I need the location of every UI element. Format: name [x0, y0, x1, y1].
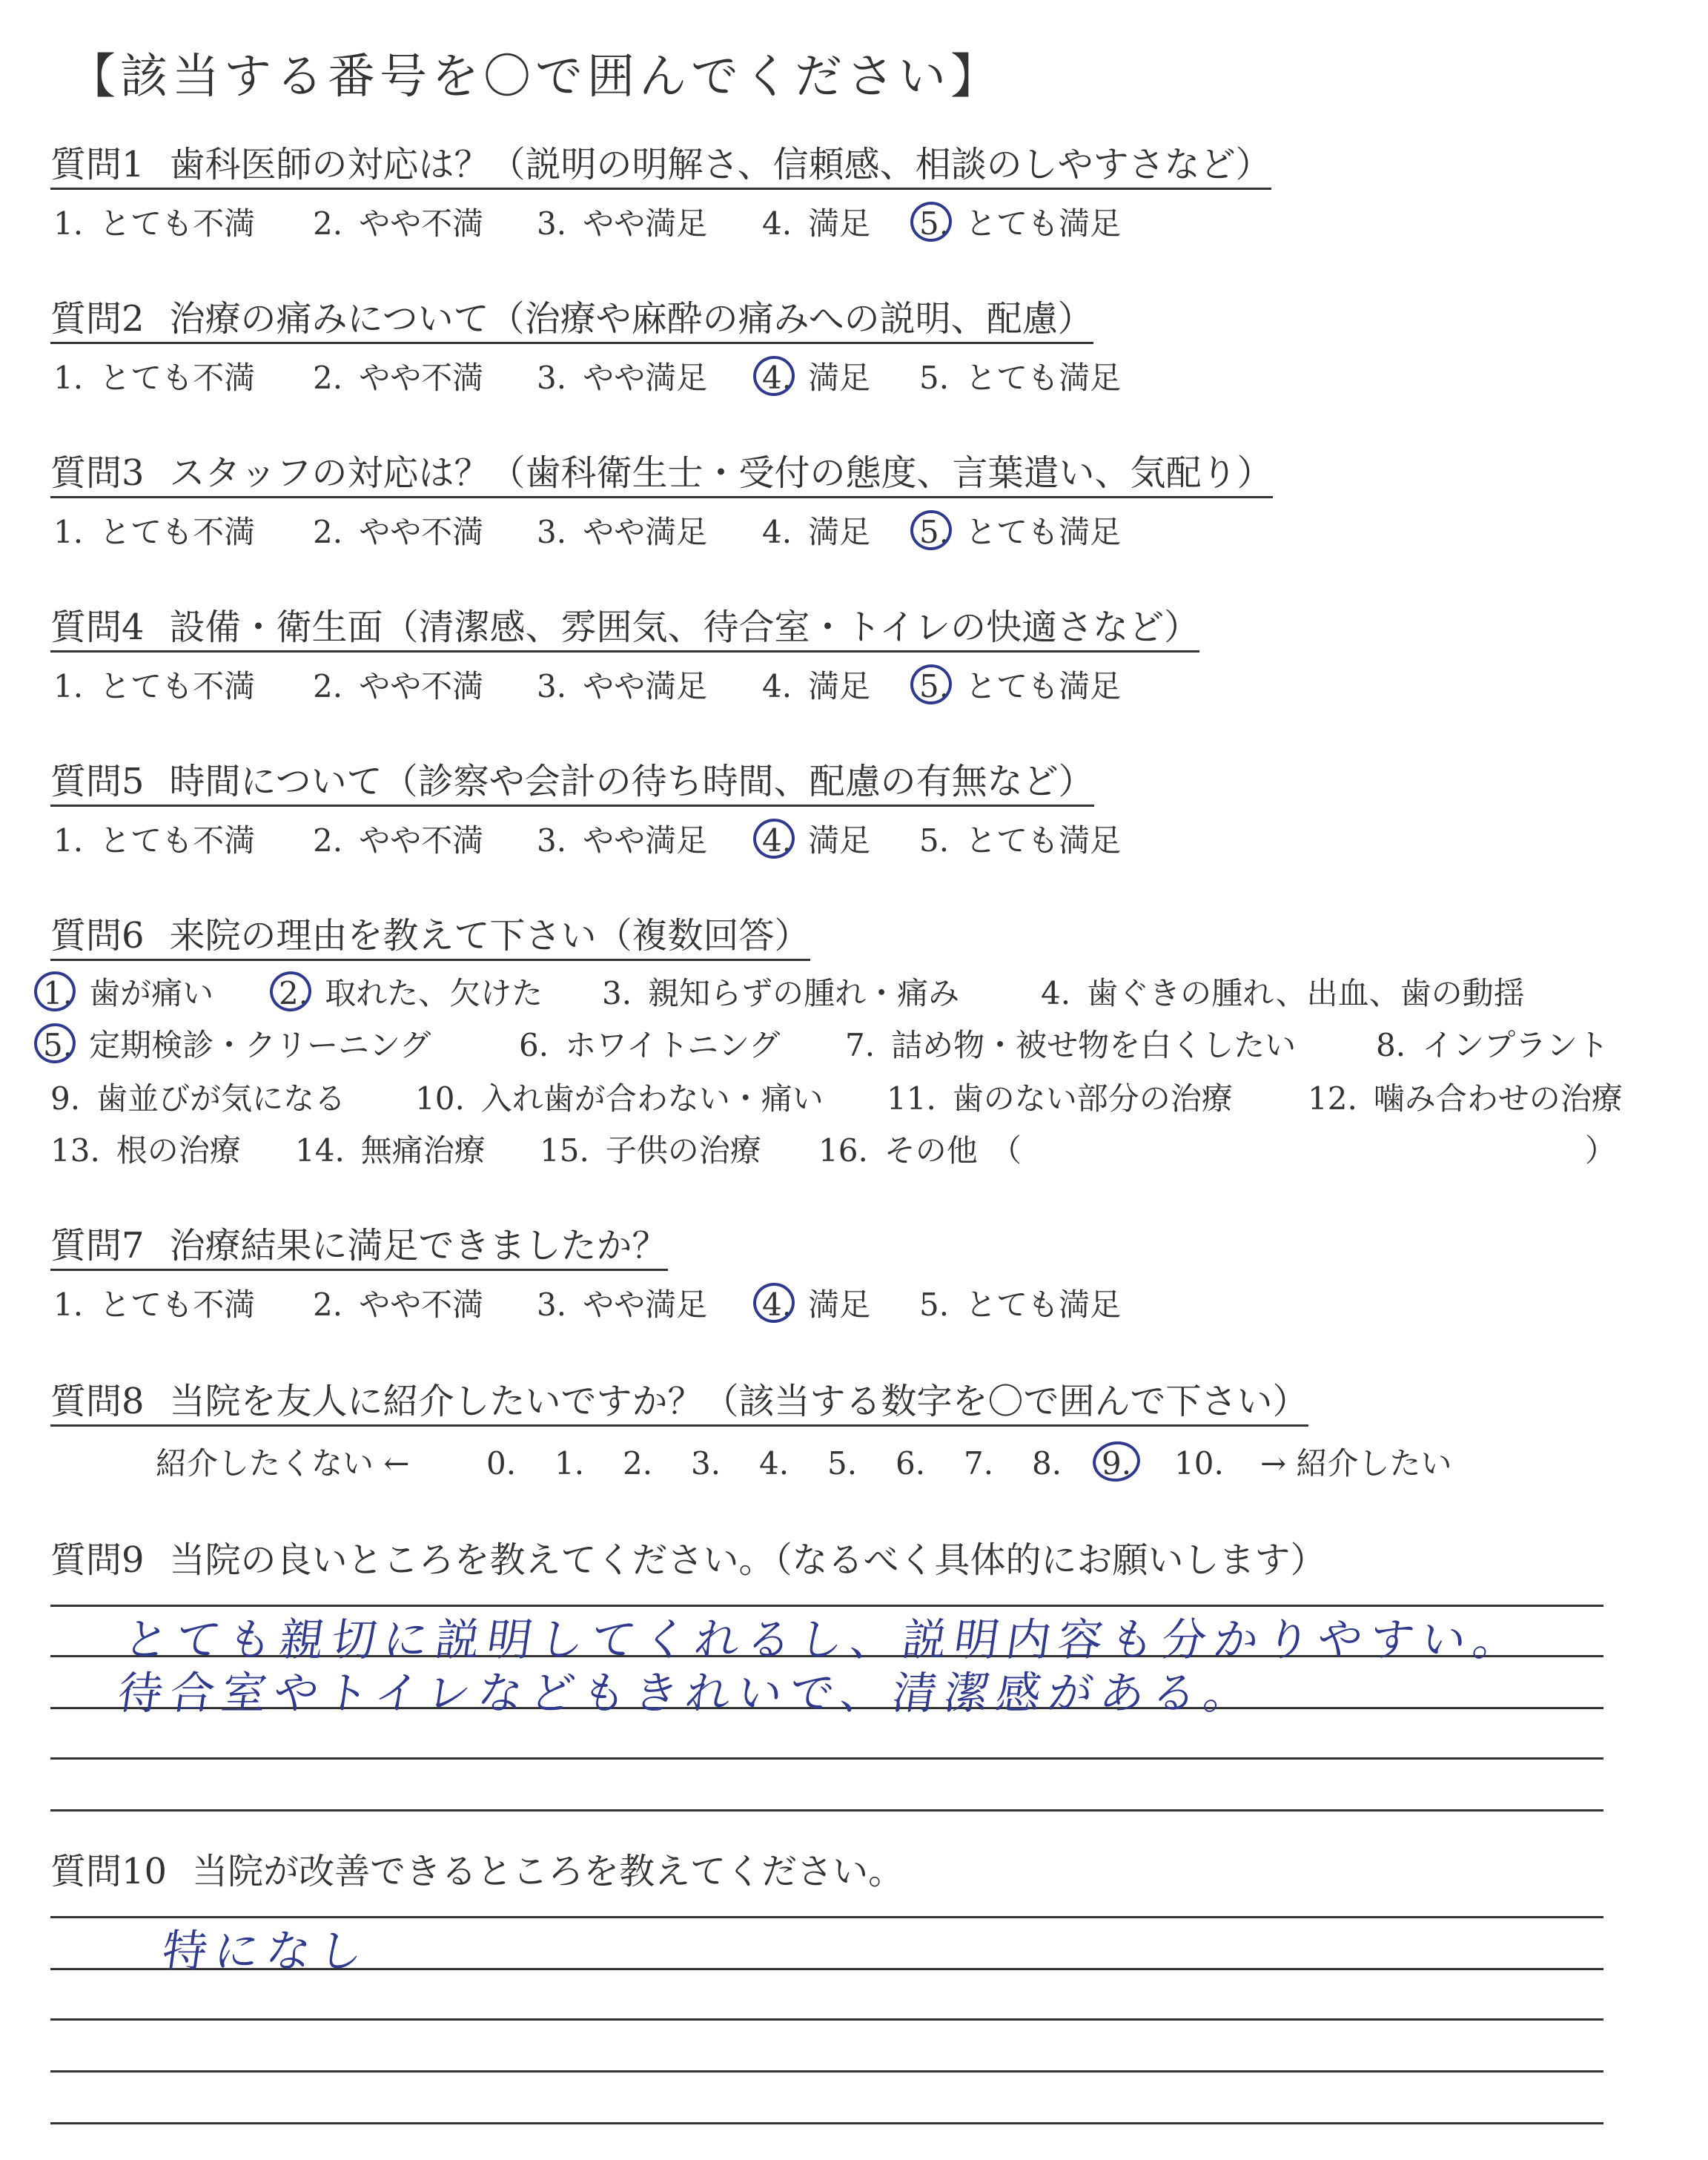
q5-option-3[interactable]	[537, 819, 707, 863]
q5-option-2-label: やや不満	[359, 822, 484, 859]
q6-reason-14-number: 14.	[295, 1132, 345, 1169]
q4-option-5-label: とても満足	[965, 668, 1122, 704]
q1-option-2-number: 2.	[313, 205, 343, 242]
q5-option-4-number: 4.	[762, 819, 792, 863]
q6-reason-7-label: 詰め物・被せ物を白くしたい	[891, 1027, 1297, 1063]
q6-reason-9-label: 歯並びが気になる	[96, 1080, 346, 1117]
q4-option-1-label: とても不満	[99, 668, 256, 704]
q2-option-1-number: 1.	[53, 360, 84, 396]
question-2-text: 治療の痛みについて（治療や麻酔の痛みへの説明、配慮）	[169, 298, 1093, 340]
q6-reason-6[interactable]	[519, 1023, 780, 1068]
q1-option-3[interactable]	[537, 202, 707, 246]
scale-option-2[interactable]: 2.	[623, 1445, 653, 1482]
q2-option-3-label: やや満足	[583, 360, 708, 396]
question-5-text: 時間について（診察や会計の待ち時間、配慮の有無など）	[169, 761, 1094, 802]
question-4-text: 設備・衛生面（清潔感、雰囲気、待合室・トイレの快適さなど）	[169, 607, 1200, 648]
q6-reason-4-label: 歯ぐきの腫れ、出血、歯の動揺	[1087, 975, 1525, 1011]
q2-option-4-label: 満足	[808, 360, 871, 396]
q4-option-2[interactable]	[313, 664, 483, 709]
q10-handwritten-answer-1[interactable]: 特になし	[159, 1926, 374, 1978]
q7-option-2-label: やや不満	[359, 1287, 484, 1323]
q1-option-1-label: とても不満	[99, 205, 256, 242]
scale-option-8[interactable]: 8.	[1032, 1445, 1062, 1482]
question-2-heading	[50, 300, 1093, 344]
question-1-heading	[50, 145, 1271, 190]
q1-option-4-label: 満足	[808, 205, 871, 242]
question-8-number: 質問8	[50, 1381, 145, 1422]
scale-option-3[interactable]: 3.	[691, 1445, 721, 1482]
q5-option-5[interactable]	[919, 819, 1121, 863]
question-9-text: 当院の良いところを教えてください。（なるべく具体的にお願いします）	[169, 1539, 1326, 1581]
q6-reason-12[interactable]	[1308, 1077, 1623, 1121]
q6-reason-2-number: 2.	[279, 971, 308, 1016]
q3-option-3-number: 3.	[537, 514, 567, 550]
scale-option-0[interactable]: 0.	[486, 1445, 517, 1482]
question-4-heading	[50, 608, 1199, 653]
q1-option-4[interactable]	[762, 202, 870, 246]
q6-reason-5-label: 定期検診・クリーニング	[89, 1027, 431, 1063]
q7-option-3-number: 3.	[537, 1287, 567, 1323]
q1-option-5-number: 5.	[919, 202, 949, 246]
q1-option-5[interactable]	[919, 202, 1121, 246]
scale-option-6[interactable]: 6.	[896, 1445, 926, 1482]
q6-reason-7[interactable]	[845, 1023, 1296, 1068]
other-paren-close: ）	[1585, 1132, 1617, 1169]
q6-reason-15[interactable]	[540, 1129, 761, 1173]
q6-reason-1-label: 歯が痛い	[89, 975, 214, 1011]
q1-option-2-label: やや不満	[359, 205, 484, 242]
q4-option-1[interactable]	[53, 664, 255, 709]
q2-option-2[interactable]	[313, 356, 483, 400]
q5-option-2[interactable]	[313, 819, 483, 863]
q2-option-3-number: 3.	[537, 360, 567, 396]
q7-option-4-number: 4.	[762, 1283, 792, 1327]
q1-option-1[interactable]	[53, 202, 255, 246]
q2-option-4-number: 4.	[762, 356, 792, 400]
q3-option-2-number: 2.	[313, 514, 343, 550]
q6-reason-5[interactable]	[43, 1023, 431, 1068]
q2-option-2-number: 2.	[313, 360, 343, 396]
q6-reason-13-label: 根の治療	[116, 1132, 241, 1169]
q1-option-3-label: やや満足	[583, 205, 708, 242]
q2-option-5-number: 5.	[919, 360, 950, 396]
question-1-text: 歯科医師の対応は？（説明の明解さ、信頼感、相談のしやすさなど）	[169, 144, 1271, 185]
q7-option-5-label: とても満足	[965, 1287, 1122, 1323]
q4-option-2-number: 2.	[313, 668, 343, 704]
q3-option-4-number: 4.	[762, 514, 792, 550]
q4-option-4-label: 満足	[808, 668, 871, 704]
q2-option-5-label: とても満足	[965, 360, 1122, 396]
q7-option-2-number: 2.	[313, 1287, 343, 1323]
q6-reason-16-number: 16.	[818, 1132, 868, 1169]
question-9-heading	[50, 1541, 1326, 1583]
q5-option-1-label: とても不満	[99, 822, 256, 859]
q6-reason-11[interactable]	[887, 1077, 1233, 1121]
question-8-heading	[50, 1382, 1308, 1427]
question-1-number: 質問1	[50, 144, 145, 185]
q6-reason-14-label: 無痛治療	[360, 1132, 486, 1169]
q10-answer-line-5	[50, 2122, 1603, 2124]
q7-option-4[interactable]	[762, 1283, 870, 1327]
q5-option-2-number: 2.	[313, 822, 343, 859]
q4-option-1-number: 1.	[53, 668, 84, 704]
q1-option-3-number: 3.	[537, 205, 567, 242]
question-6-number: 質問6	[50, 915, 145, 957]
scale-option-9[interactable]: 9.	[1102, 1441, 1148, 1486]
q3-option-3[interactable]	[537, 510, 707, 555]
q1-option-1-number: 1.	[53, 205, 84, 242]
page-title: 【該当する番号を〇で囲んでください】	[68, 50, 1002, 105]
q3-option-1-number: 1.	[53, 514, 84, 550]
q5-option-4[interactable]	[762, 819, 870, 863]
q7-option-5[interactable]	[919, 1283, 1121, 1327]
q10-answer-line-3	[50, 2018, 1603, 2021]
q9-handwritten-answer-2[interactable]: 待合室やトイレなどもきれいで、清潔感がある。	[114, 1668, 1260, 1720]
question-7-number: 質問7	[50, 1225, 145, 1266]
q3-option-5[interactable]	[919, 510, 1121, 555]
q6-reason-1-number: 1.	[43, 971, 73, 1016]
q6-reason-8-number: 8.	[1376, 1027, 1406, 1063]
q1-option-4-number: 4.	[762, 205, 792, 242]
q2-option-2-label: やや不満	[359, 360, 484, 396]
question-5-heading	[50, 762, 1094, 807]
q6-reason-9[interactable]	[50, 1077, 345, 1121]
q3-option-2[interactable]	[313, 510, 483, 555]
q6-reason-5-number: 5.	[43, 1023, 73, 1068]
q6-reason-2[interactable]	[279, 971, 543, 1016]
q3-option-4-label: 満足	[808, 514, 871, 550]
question-3-number: 質問3	[50, 452, 145, 494]
question-10-number: 質問10	[50, 1851, 168, 1892]
q7-option-1-label: とても不満	[99, 1287, 256, 1323]
scale-option-4[interactable]: 4.	[759, 1445, 790, 1482]
q6-reason-15-label: 子供の治療	[605, 1132, 761, 1169]
q5-option-5-label: とても満足	[965, 822, 1122, 859]
q4-option-4[interactable]	[762, 664, 870, 709]
q4-option-3[interactable]	[537, 664, 707, 709]
question-5-number: 質問5	[50, 761, 145, 802]
q5-option-1[interactable]	[53, 819, 255, 863]
q9-handwritten-answer-1[interactable]: とても親切に説明してくれるし、説明内容も分かりやすい。	[120, 1614, 1529, 1666]
scale-right-label: → 紹介したい	[1260, 1445, 1452, 1482]
q5-option-5-number: 5.	[919, 822, 950, 859]
q2-option-1[interactable]	[53, 356, 255, 400]
question-4-number: 質問4	[50, 607, 145, 648]
q5-option-3-number: 3.	[537, 822, 567, 859]
q6-reason-12-number: 12.	[1308, 1080, 1357, 1117]
q6-reason-3-label: 親知らずの腫れ・痛み	[648, 975, 960, 1011]
q6-reason-11-label: 歯のない部分の治療	[952, 1080, 1233, 1117]
q3-option-2-label: やや不満	[359, 514, 484, 550]
q4-option-5[interactable]	[919, 664, 1121, 709]
q6-reason-11-number: 11.	[887, 1080, 936, 1117]
q6-reason-15-number: 15.	[540, 1132, 589, 1169]
q6-reason-12-label: 噛み合わせの治療	[1373, 1080, 1623, 1117]
q6-reason-4-number: 4.	[1041, 975, 1071, 1011]
q4-option-3-number: 3.	[537, 668, 567, 704]
q3-option-3-label: やや満足	[583, 514, 708, 550]
question-3-heading	[50, 454, 1273, 498]
question-8-text: 当院を友人に紹介したいですか？（該当する数字を〇で囲んで下さい）	[169, 1381, 1308, 1422]
q6-reason-9-number: 9.	[50, 1080, 81, 1117]
q2-option-3[interactable]	[537, 356, 707, 400]
q6-reason-7-number: 7.	[845, 1027, 875, 1063]
q6-reason-2-label: 取れた、欠けた	[325, 975, 543, 1011]
q4-option-5-number: 5.	[919, 664, 949, 709]
scale-option-7[interactable]: 7.	[964, 1445, 994, 1482]
q7-option-1[interactable]	[53, 1283, 255, 1327]
q9-answer-line-4	[50, 1757, 1603, 1760]
q6-reason-1[interactable]	[43, 971, 214, 1016]
question-3-text: スタッフの対応は？（歯科衛生士・受付の態度、言葉遣い、気配り）	[169, 452, 1273, 494]
q5-option-4-label: 満足	[808, 822, 871, 859]
q6-reason-10-number: 10.	[415, 1080, 465, 1117]
q6-reason-13-number: 13.	[50, 1132, 100, 1169]
q7-option-3[interactable]	[537, 1283, 707, 1327]
question-7-heading	[50, 1226, 668, 1271]
question-6-text: 来院の理由を教えて下さい（複数回答）	[169, 915, 810, 957]
q6-reason-10-label: 入れ歯が合わない・痛い	[480, 1080, 824, 1117]
q3-option-4[interactable]	[762, 510, 870, 555]
q3-option-1[interactable]	[53, 510, 255, 555]
q6-reason-14[interactable]	[295, 1129, 486, 1173]
q2-option-5[interactable]	[919, 356, 1121, 400]
q6-reason-6-number: 6.	[519, 1027, 549, 1063]
q7-option-1-number: 1.	[53, 1287, 84, 1323]
q2-option-4[interactable]	[762, 356, 870, 400]
q3-option-5-label: とても満足	[965, 514, 1122, 550]
q6-reason-10[interactable]	[415, 1077, 824, 1121]
question-2-number: 質問2	[50, 298, 145, 340]
question-9-number: 質問9	[50, 1539, 145, 1581]
q6-reason-3[interactable]	[602, 971, 959, 1016]
q4-option-4-number: 4.	[762, 668, 792, 704]
q1-option-5-label: とても満足	[965, 205, 1122, 242]
q2-option-1-label: とても不満	[99, 360, 256, 396]
q9-answer-line-5	[50, 1809, 1603, 1811]
q6-reason-4[interactable]	[1041, 971, 1525, 1016]
q6-reason-3-number: 3.	[602, 975, 632, 1011]
q6-reason-8[interactable]	[1376, 1023, 1609, 1068]
q3-option-1-label: とても不満	[99, 514, 256, 550]
q7-option-4-label: 満足	[808, 1287, 871, 1323]
q6-reason-13[interactable]	[50, 1129, 241, 1173]
question-10-text: 当院が改善できるところを教えてください。	[192, 1851, 904, 1892]
question-6-heading	[50, 916, 810, 961]
question-10-heading	[50, 1852, 904, 1895]
scale-option-10[interactable]: 10.	[1174, 1445, 1224, 1482]
scale-option-1[interactable]: 1.	[555, 1445, 585, 1482]
q7-option-5-number: 5.	[919, 1287, 950, 1323]
q10-answer-line-4	[50, 2070, 1603, 2073]
answer-circle-mark	[1090, 1439, 1143, 1484]
q6-reason-8-label: インプラント	[1422, 1027, 1609, 1063]
q6-reason-16-label: その他	[884, 1132, 978, 1169]
q5-option-3-label: やや満足	[583, 822, 708, 859]
scale-left-label: 紹介したくない ←	[156, 1445, 410, 1482]
question-7-text: 治療結果に満足できましたか？	[169, 1225, 668, 1266]
other-paren-open: （	[990, 1132, 1022, 1169]
q3-option-5-number: 5.	[919, 510, 949, 555]
scale-option-5[interactable]: 5.	[827, 1445, 858, 1482]
q6-reason-16[interactable]	[818, 1129, 978, 1173]
q5-option-1-number: 1.	[53, 822, 84, 859]
q1-option-2[interactable]	[313, 202, 483, 246]
q7-option-3-label: やや満足	[583, 1287, 708, 1323]
q4-option-3-label: やや満足	[583, 668, 708, 704]
q7-option-2[interactable]	[313, 1283, 483, 1327]
q4-option-2-label: やや不満	[359, 668, 484, 704]
q6-reason-6-label: ホワイトニング	[565, 1027, 781, 1063]
